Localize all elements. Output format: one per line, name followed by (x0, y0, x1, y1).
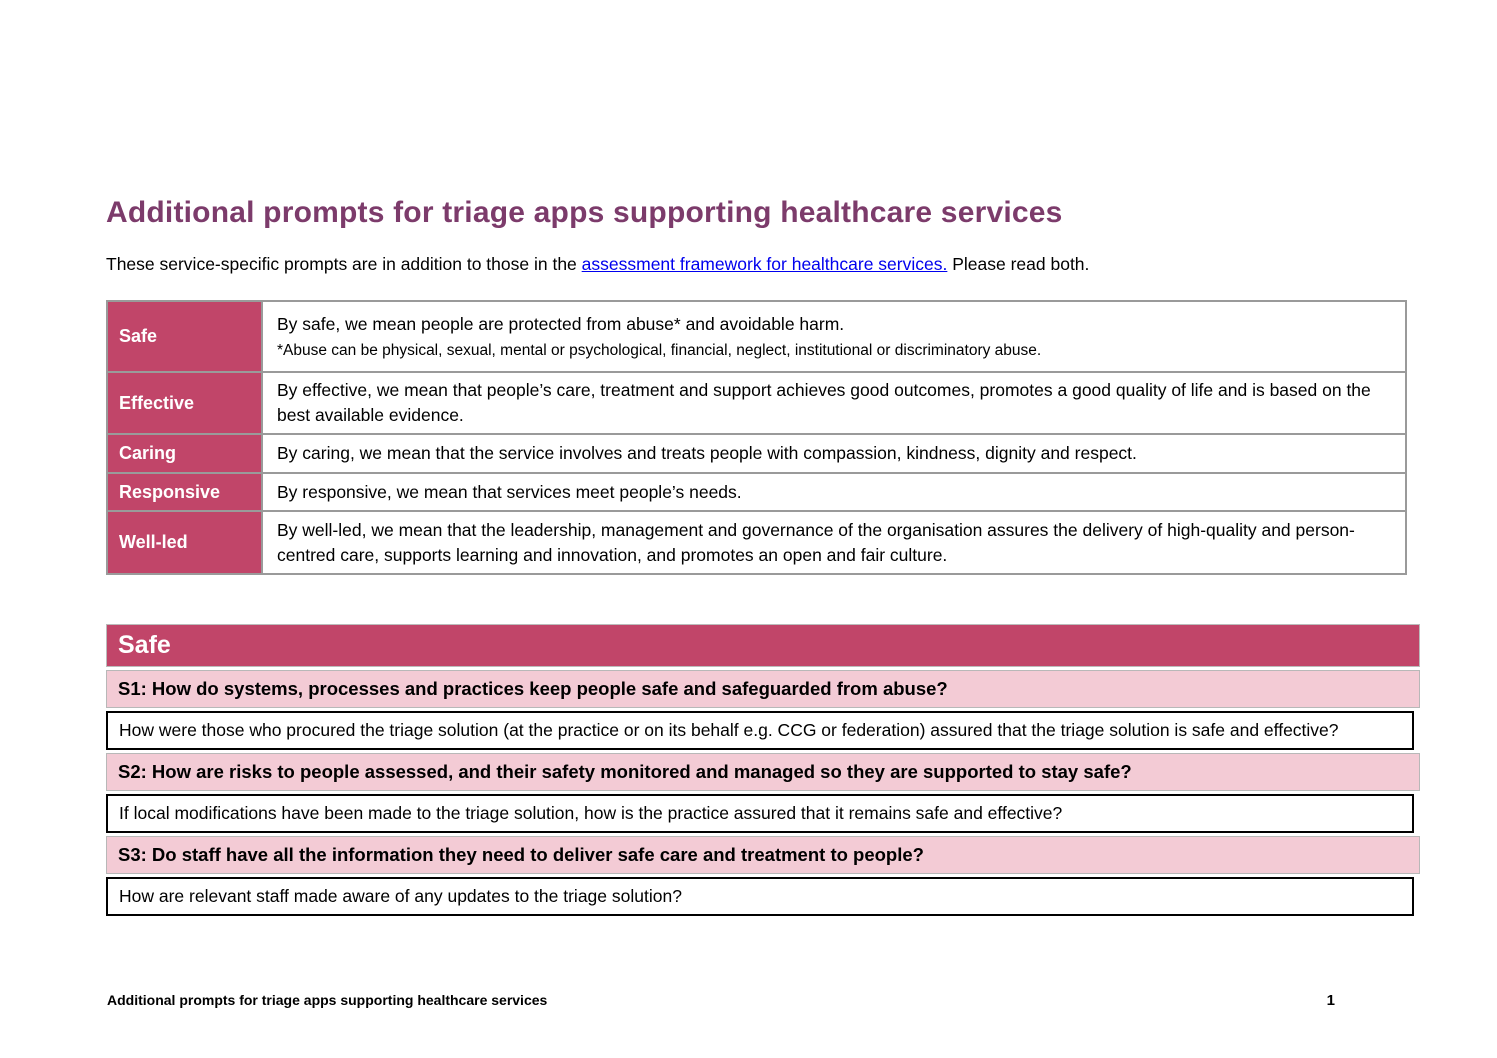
assessment-framework-link[interactable]: assessment framework for healthcare services. (581, 254, 948, 274)
definition-text-well-led: By well-led, we mean that the leadership, management and governance of the organisation assures the delivery of high-quality and person-centred care, supports learning and innovation, and promotes an open and fair culture. (262, 511, 1406, 574)
table-row (107, 511, 1406, 574)
definition-label-effective: Effective (107, 372, 262, 434)
question-s3: S3: Do staff have all the information they need to deliver safe care and treatment to people? (106, 836, 1420, 874)
safe-section (106, 624, 1420, 916)
definition-text-safe (262, 301, 1406, 372)
table-row (107, 434, 1406, 473)
page-footer (107, 992, 1335, 1009)
table-row (107, 301, 1406, 372)
section-header-safe: Safe (106, 624, 1420, 667)
page-title: Additional prompts for triage apps supporting healthcare services (106, 196, 1063, 229)
intro-paragraph (106, 252, 1497, 276)
prompt-s2: If local modifications have been made to the triage solution, how is the practice assured that it remains safe and effective? (106, 794, 1414, 833)
definition-text-effective: By effective, we mean that people’s care, treatment and support achieves good outcomes, promotes a good quality of life and is based on the best available evidence. (262, 372, 1406, 434)
definition-main-text: By safe, we mean people are protected from abuse* and avoidable harm. (277, 313, 845, 334)
question-s2: S2: How are risks to people assessed, and their safety monitored and managed so they are supported to stay safe? (106, 753, 1420, 791)
prompt-s3: How are relevant staff made aware of any updates to the triage solution? (106, 877, 1414, 916)
definition-label-responsive: Responsive (107, 473, 262, 511)
definition-label-safe: Safe (107, 301, 262, 372)
table-row (107, 372, 1406, 434)
definitions-table (106, 300, 1407, 575)
definition-label-well-led: Well-led (107, 511, 262, 574)
definition-text-responsive: By responsive, we mean that services meet people’s needs. (262, 473, 1406, 511)
prompt-s1: How were those who procured the triage solution (at the practice or on its behalf e.g. CCG or federation) assured that the triage solution is safe and effective? (106, 711, 1414, 750)
definition-note-text: *Abuse can be physical, sexual, mental or psychological, financial, neglect, institutional or discriminatory abuse. (277, 341, 1042, 359)
question-s1: S1: How do systems, processes and practices keep people safe and safeguarded from abuse? (106, 670, 1420, 708)
definition-text-caring: By caring, we mean that the service involves and treats people with compassion, kindness, dignity and respect. (262, 434, 1406, 473)
intro-text-before: These service-specific prompts are in addition to those in the (106, 254, 582, 274)
definition-label-caring: Caring (107, 434, 262, 473)
table-row (107, 473, 1406, 511)
page-number: 1 (1326, 992, 1335, 1009)
footer-title: Additional prompts for triage apps supporting healthcare services (107, 992, 548, 1008)
intro-text-after: Please read both. (947, 254, 1090, 274)
